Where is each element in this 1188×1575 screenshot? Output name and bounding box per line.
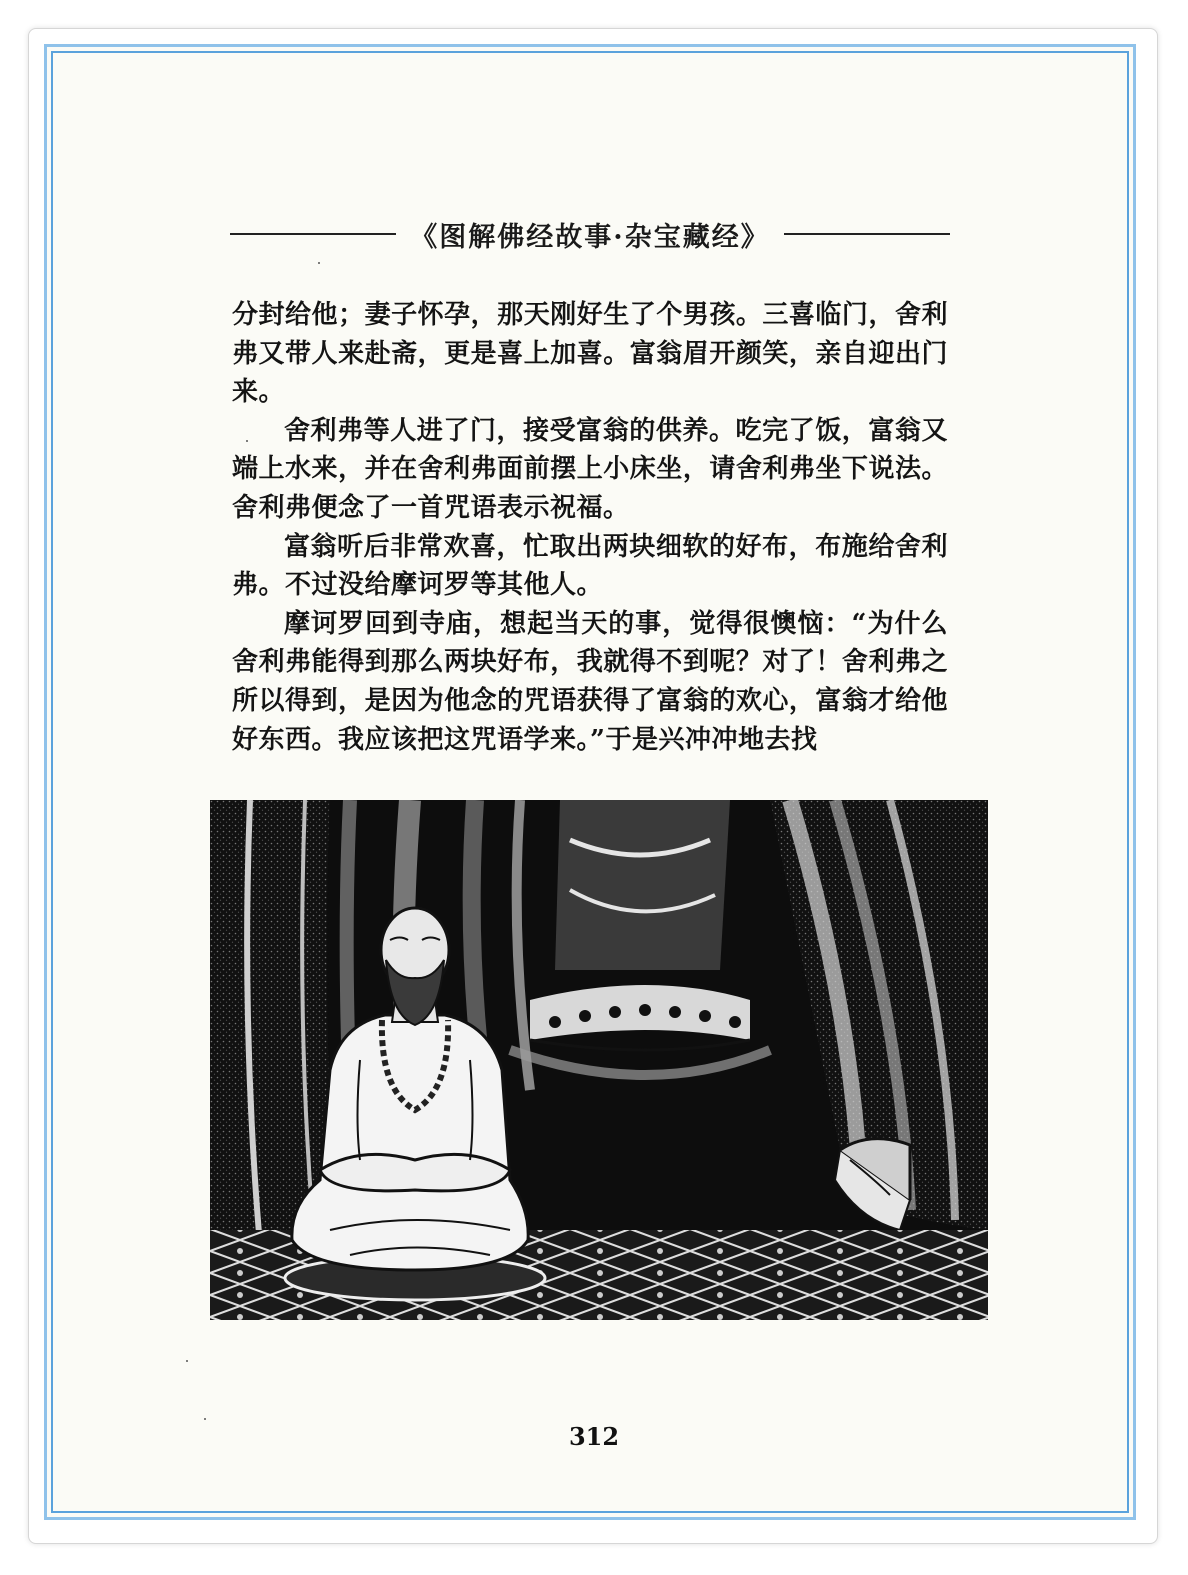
header-rule-left xyxy=(230,233,396,235)
paragraph-2: 舍利弗等人进了门，接受富翁的供养。吃完了饭，富翁又端上水来，并在舍利弗面前摆上小床坐，请舍利弗坐下说法。舍利弗便念了一首咒语表示祝福。 xyxy=(232,415,948,523)
running-header xyxy=(230,214,950,254)
scan-speck xyxy=(204,1418,206,1420)
paragraph-4: 摩诃罗回到寺庙，想起当天的事，觉得很懊恼：“为什么舍利弗能得到那么两块好布，我就得不到呢？对了！舍利弗之所以得到，是因为他念的咒语获得了富翁的欢心，富翁才给他好东西。我应该把这咒语学来。”于是兴冲冲地去找 xyxy=(232,608,948,755)
paragraph-1: 分封给他；妻子怀孕，那天刚好生了个男孩。三喜临门，舍利弗又带人来赴斋，更是喜上加喜。富翁眉开颜笑，亲自迎出门来。 xyxy=(232,300,948,408)
header-rule-right xyxy=(784,233,950,235)
monk-illustration xyxy=(210,800,988,1320)
scan-speck xyxy=(186,1360,188,1362)
book-title: 《图解佛经故事·杂宝藏经》 xyxy=(410,221,770,253)
page-number: 312 xyxy=(568,1422,620,1451)
body-text xyxy=(232,296,948,759)
scan-speck xyxy=(318,262,320,264)
scan-speck xyxy=(246,440,248,442)
paragraph-3: 富翁听后非常欢喜，忙取出两块细软的好布，布施给舍利弗。不过没给摩诃罗等其他人。 xyxy=(232,531,948,601)
